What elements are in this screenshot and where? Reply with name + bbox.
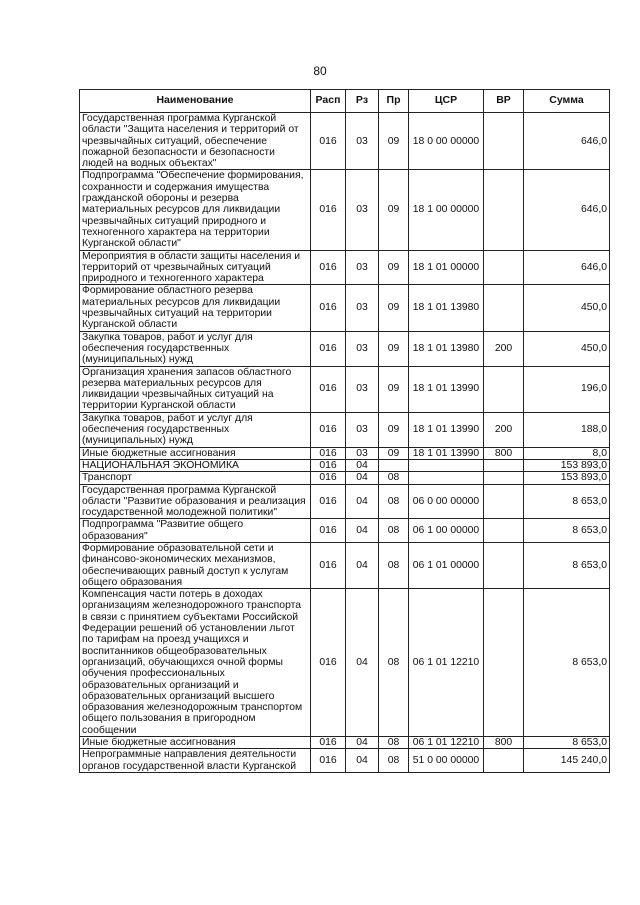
header-rasp: Расп <box>311 90 346 113</box>
row-rasp: 016 <box>311 472 346 484</box>
header-name: Наименование <box>80 90 311 113</box>
row-sum: 646,0 <box>524 170 610 250</box>
row-rasp: 016 <box>311 170 346 250</box>
header-pr: Пр <box>379 90 409 113</box>
row-name: Государственная программа Курганской области "Защита населения и территорий от чрезвычайных ситуаций, обеспечение пожарной безопасности и безопасности людей на водных объектах" <box>80 113 311 170</box>
row-csr: 18 1 01 13990 <box>409 366 484 412</box>
row-pr: 09 <box>379 113 409 170</box>
budget-table <box>79 89 610 773</box>
row-rz: 03 <box>346 412 379 447</box>
row-name: Подпрограмма "Обеспечение формирования, сохранности и содержания имущества гражданской обороны и резерва материальных ресурсов для ликвидации чрезвычайных ситуаций природного и техногенного характера на территории Курганской области" <box>80 170 311 250</box>
table-row <box>80 250 610 285</box>
table-row <box>80 412 610 447</box>
row-vr <box>484 519 524 543</box>
row-pr: 08 <box>379 542 409 588</box>
row-sum: 8 653,0 <box>524 589 610 737</box>
row-name: Государственная программа Курганской области "Развитие образования и реализация государственной молодежной политики" <box>80 484 311 519</box>
table-row <box>80 447 610 459</box>
row-sum: 8,0 <box>524 447 610 459</box>
table-row <box>80 285 610 331</box>
row-vr <box>484 250 524 285</box>
row-sum: 8 653,0 <box>524 519 610 543</box>
table-row <box>80 519 610 543</box>
row-name: Закупка товаров, работ и услуг для обеспечения государственных (муниципальных) нужд <box>80 331 311 366</box>
row-csr: 18 1 01 13990 <box>409 412 484 447</box>
row-sum: 646,0 <box>524 113 610 170</box>
header-rz: Рз <box>346 90 379 113</box>
row-csr: 06 1 01 12210 <box>409 589 484 737</box>
row-rasp: 016 <box>311 285 346 331</box>
row-name: Непрограммные направления деятельности органов государственной власти Курганской <box>80 749 311 773</box>
row-rasp: 016 <box>311 589 346 737</box>
row-sum: 450,0 <box>524 331 610 366</box>
page-number: 80 <box>313 64 327 78</box>
row-vr: 800 <box>484 447 524 459</box>
row-pr: 08 <box>379 589 409 737</box>
row-pr: 09 <box>379 331 409 366</box>
row-name: Организация хранения запасов областного резерва материальных ресурсов для ликвидации чрезвычайных ситуаций на территории Курганской области <box>80 366 311 412</box>
row-csr: 18 1 01 00000 <box>409 250 484 285</box>
row-sum: 188,0 <box>524 412 610 447</box>
row-rz: 03 <box>346 285 379 331</box>
row-csr: 18 0 00 00000 <box>409 113 484 170</box>
row-vr <box>484 542 524 588</box>
row-rz: 04 <box>346 737 379 749</box>
row-pr: 08 <box>379 484 409 519</box>
row-vr <box>484 113 524 170</box>
row-sum: 145 240,0 <box>524 749 610 773</box>
row-pr: 09 <box>379 366 409 412</box>
row-pr: 09 <box>379 250 409 285</box>
row-vr <box>484 589 524 737</box>
row-csr: 06 0 00 00000 <box>409 484 484 519</box>
row-name: Иные бюджетные ассигнования <box>80 447 311 459</box>
row-name: Мероприятия в области защиты населения и территорий от чрезвычайных ситуаций природного и техногенного характера <box>80 250 311 285</box>
header-vr: ВР <box>484 90 524 113</box>
row-vr: 800 <box>484 737 524 749</box>
row-rz: 03 <box>346 447 379 459</box>
row-name: Иные бюджетные ассигнования <box>80 737 311 749</box>
row-name: Формирование образовательной сети и финансово-экономических механизмов, обеспечивающих равный доступ к услугам общего образования <box>80 542 311 588</box>
row-pr: 08 <box>379 519 409 543</box>
row-rasp: 016 <box>311 737 346 749</box>
row-name: НАЦИОНАЛЬНАЯ ЭКОНОМИКА <box>80 459 311 471</box>
row-csr: 06 1 01 12210 <box>409 737 484 749</box>
row-vr <box>484 285 524 331</box>
row-sum: 153 893,0 <box>524 459 610 471</box>
table-row <box>80 113 610 170</box>
row-rasp: 016 <box>311 250 346 285</box>
table-row <box>80 170 610 250</box>
row-rz: 03 <box>346 170 379 250</box>
row-name: Подпрограмма "Развитие общего образования" <box>80 519 311 543</box>
row-vr <box>484 459 524 471</box>
table-row <box>80 331 610 366</box>
row-rasp: 016 <box>311 412 346 447</box>
row-vr <box>484 170 524 250</box>
row-pr: 09 <box>379 285 409 331</box>
row-csr: 18 1 01 13980 <box>409 331 484 366</box>
row-rz: 04 <box>346 484 379 519</box>
row-csr: 18 1 01 13990 <box>409 447 484 459</box>
row-sum: 8 653,0 <box>524 542 610 588</box>
table-row <box>80 472 610 484</box>
row-csr: 18 1 01 13980 <box>409 285 484 331</box>
row-sum: 8 653,0 <box>524 737 610 749</box>
table-row <box>80 542 610 588</box>
row-pr: 08 <box>379 737 409 749</box>
row-rasp: 016 <box>311 519 346 543</box>
row-rasp: 016 <box>311 113 346 170</box>
row-vr <box>484 472 524 484</box>
row-sum: 153 893,0 <box>524 472 610 484</box>
header-sum: Сумма <box>524 90 610 113</box>
table-row <box>80 484 610 519</box>
row-csr <box>409 472 484 484</box>
row-csr: 18 1 00 00000 <box>409 170 484 250</box>
row-vr <box>484 749 524 773</box>
table-header-row <box>80 90 610 113</box>
row-rz: 04 <box>346 472 379 484</box>
row-pr <box>379 459 409 471</box>
table-row <box>80 589 610 737</box>
row-name: Формирование областного резерва материальных ресурсов для ликвидации чрезвычайных ситуаций на территории Курганской области <box>80 285 311 331</box>
row-sum: 450,0 <box>524 285 610 331</box>
row-rasp: 016 <box>311 366 346 412</box>
row-rz: 04 <box>346 749 379 773</box>
row-rasp: 016 <box>311 459 346 471</box>
header-csr: ЦСР <box>409 90 484 113</box>
row-vr: 200 <box>484 331 524 366</box>
row-rz: 03 <box>346 366 379 412</box>
table-row <box>80 459 610 471</box>
row-sum: 646,0 <box>524 250 610 285</box>
row-sum: 196,0 <box>524 366 610 412</box>
row-rz: 03 <box>346 331 379 366</box>
row-pr: 09 <box>379 447 409 459</box>
row-pr: 08 <box>379 749 409 773</box>
row-pr: 08 <box>379 472 409 484</box>
row-name: Транспорт <box>80 472 311 484</box>
row-rz: 04 <box>346 459 379 471</box>
row-rasp: 016 <box>311 447 346 459</box>
row-rasp: 016 <box>311 484 346 519</box>
row-csr: 06 1 01 00000 <box>409 542 484 588</box>
row-csr <box>409 459 484 471</box>
row-vr <box>484 484 524 519</box>
row-rz: 04 <box>346 519 379 543</box>
row-pr: 09 <box>379 170 409 250</box>
row-rasp: 016 <box>311 542 346 588</box>
table-row <box>80 737 610 749</box>
row-rasp: 016 <box>311 331 346 366</box>
row-rz: 04 <box>346 542 379 588</box>
row-csr: 51 0 00 00000 <box>409 749 484 773</box>
row-pr: 09 <box>379 412 409 447</box>
row-csr: 06 1 00 00000 <box>409 519 484 543</box>
row-vr <box>484 366 524 412</box>
row-rz: 04 <box>346 589 379 737</box>
row-sum: 8 653,0 <box>524 484 610 519</box>
row-vr: 200 <box>484 412 524 447</box>
row-name: Компенсация части потерь в доходах организациям железнодорожного транспорта в связи с принятием субъектами Российской Федерации решений об установлении льгот по тарифам на проезд учащихся и воспитанников общеобразовательных организаций, обучающихся очной формы обучения профессиональных образовательных организаций и образовательных организаций высшего образования железнодорожным транспортом общего пользования в пригородном сообщении <box>80 589 311 737</box>
row-name: Закупка товаров, работ и услуг для обеспечения государственных (муниципальных) нужд <box>80 412 311 447</box>
row-rasp: 016 <box>311 749 346 773</box>
row-rz: 03 <box>346 250 379 285</box>
table-row <box>80 749 610 773</box>
row-rz: 03 <box>346 113 379 170</box>
table-row <box>80 366 610 412</box>
